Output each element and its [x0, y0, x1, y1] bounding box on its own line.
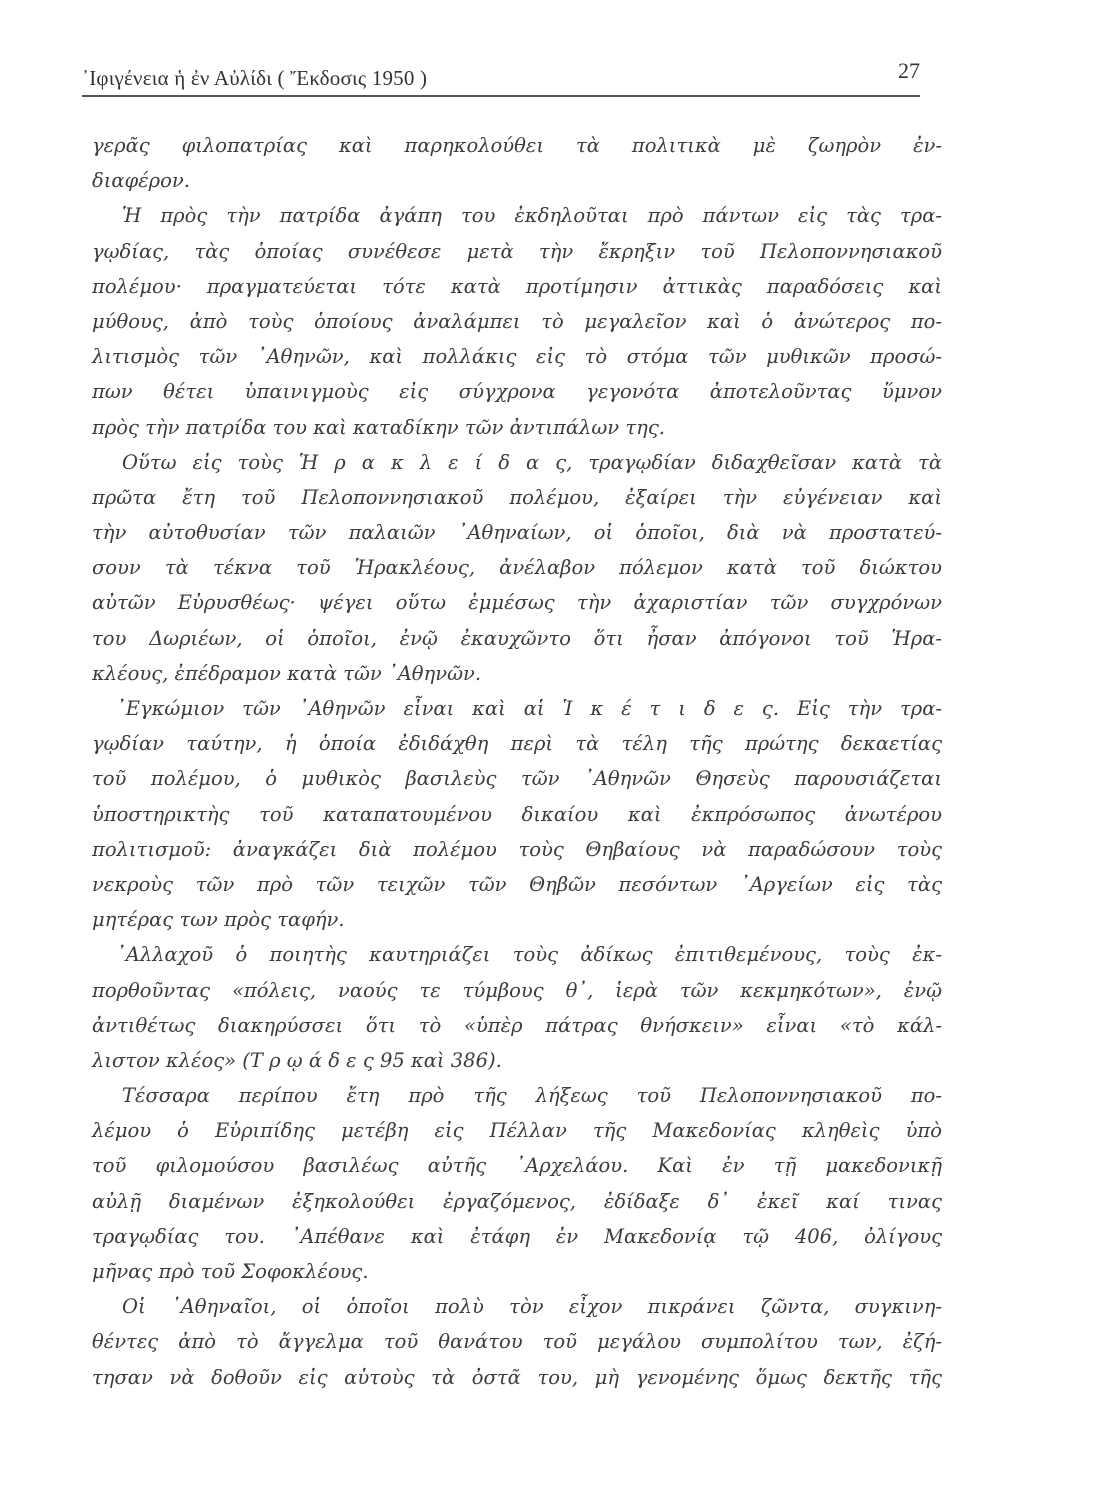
text-line: διαφέρον. [92, 169, 190, 193]
text-line: ᾿Αλλαχοῦ ὁ ποιητὴς καυτηριάζει τοὺς ἀδίκως ἐπιτιθεμένους, τοὺς ἐκ- [116, 943, 942, 967]
page-header [82, 58, 920, 94]
text-line: πορθοῦντας «πόλεις, ναούς τε τύμβους θ᾿, ἱερὰ τῶν κεκμηκότων», ἐνῷ [92, 978, 942, 1002]
text-line: ᾿Εγκώμιον τῶν ᾿Αθηνῶν εἶναι καὶ αἱ Ἱ κ έ τ ι δ ε ς. Εἰς τὴν τρα- [116, 697, 942, 720]
text-line: σουν τὰ τέκνα τοῦ Ἡρακλέους, ἀνέλαβον πόλεμον κατὰ τοῦ διώκτου [92, 556, 942, 580]
text-line: ἀντιθέτως διακηρύσσει ὅτι τὸ «ὑπὲρ πάτρας θνήσκειν» εἶναι «τὸ κάλ- [92, 1013, 942, 1037]
text-line: αὐλῇ διαμένων ἐξηκολούθει ἐργαζόμενος, ἐδίδαξε δ᾿ ἐκεῖ καί τινας [92, 1189, 942, 1213]
text-line: θέντες ἀπὸ τὸ ἄγγελμα τοῦ θανάτου τοῦ μεγάλου συμπολίτου των, ἐζή- [92, 1330, 942, 1354]
text-line: τὴν αὐτοθυσίαν τῶν παλαιῶν ᾿Αθηναίων, οἱ ὁποῖοι, διὰ νὰ προστατεύ- [92, 521, 942, 545]
text-line: πολέμου· πραγματεύεται τότε κατὰ προτίμησιν ἀττικὰς παραδόσεις καὶ [92, 274, 942, 298]
body-text [92, 128, 942, 1395]
text-line: νεκροὺς τῶν πρὸ τῶν τειχῶν τῶν Θηβῶν πεσόντων ᾿Αργείων εἰς τὰς [92, 872, 942, 896]
text-line: του Δωριέων, οἱ ὁποῖοι, ἐνῷ ἐκαυχῶντο ὅτι ἦσαν ἀπόγονοι τοῦ Ἡρα- [92, 626, 942, 650]
text-line: Ἡ πρὸς τὴν πατρίδα ἀγάπη του ἐκδηλοῦται πρὸ πάντων εἰς τὰς τρα- [122, 204, 942, 228]
text-line: πρῶτα ἔτη τοῦ Πελοποννησιακοῦ πολέμου, ἐξαίρει τὴν εὐγένειαν καὶ [92, 485, 942, 509]
text-line: τοῦ πολέμου, ὁ μυθικὸς βασιλεὺς τῶν ᾿Αθηνῶν Θησεὺς παρουσιάζεται [92, 767, 942, 791]
text-line: λέμου ὁ Εὐριπίδης μετέβη εἰς Πέλλαν τῆς Μακεδονίας κληθεὶς ὑπὸ [92, 1119, 942, 1143]
text-line: Οὕτω εἰς τοὺς Ἡ ρ α κ λ ε ί δ α ς, τραγῳδίαν διδαχθεῖσαν κατὰ τὰ [122, 450, 942, 474]
running-head: ᾿Ιφιγένεια ἡ ἐν Αὐλίδι ( Ἔκδοσις 1950 ) [82, 66, 428, 90]
text-line: πολιτισμοῦ: ἀναγκάζει διὰ πολέμου τοὺς Θηβαίους νὰ παραδώσουν τοὺς [92, 837, 942, 861]
text-line: πων θέτει ὑπαινιγμοὺς εἰς σύγχρονα γεγονότα ἀποτελοῦντας ὕμνον [92, 380, 942, 404]
text-line: Οἱ ᾿Αθηναῖοι, οἱ ὁποῖοι πολὺ τὸν εἶχον πικράνει ζῶντα, συγκινη- [122, 1295, 942, 1319]
page-number: 27 [898, 58, 920, 83]
text-line: Τέσσαρα περίπου ἔτη πρὸ τῆς λήξεως τοῦ Πελοποννησιακοῦ πο- [122, 1084, 942, 1108]
text-line: ὑποστηρικτὴς τοῦ καταπατουμένου δικαίου καὶ ἐκπρόσωπος ἀνωτέρου [92, 802, 942, 826]
text-line: μῆνας πρὸ τοῦ Σοφοκλέους. [92, 1260, 369, 1283]
text-line: μητέρας των πρὸς ταφήν. [92, 908, 345, 932]
text-line: τοῦ φιλομούσου βασιλέως αὐτῆς ᾿Αρχελάου. Καὶ ἐν τῇ μακεδονικῇ [92, 1154, 942, 1178]
text-line: πρὸς τὴν πατρίδα του καὶ καταδίκην τῶν ἀντιπάλων της. [92, 415, 665, 439]
text-line: γερᾶς φιλοπατρίας καὶ παρηκολούθει τὰ πολιτικὰ μὲ ζωηρὸν ἐν- [92, 134, 942, 157]
text-line: λιτισμὸς τῶν ᾿Αθηνῶν, καὶ πολλάκις εἰς τὸ στόμα τῶν μυθικῶν προσώ- [92, 345, 942, 369]
text-line: γῳδίαν ταύτην, ἡ ὁποία ἐδιδάχθη περὶ τὰ τέλη τῆς πρώτης δεκαετίας [92, 732, 942, 756]
text-line: αὐτῶν Εὐρυσθέως· ψέγει οὕτω ἐμμέσως τὴν ἀχαριστίαν τῶν συγχρόνων [92, 591, 942, 615]
text-line: κλέους, ἐπέδραμον κατὰ τῶν ᾿Αθηνῶν. [92, 661, 482, 685]
text-line: τησαν νὰ δοθοῦν εἰς αὐτοὺς τὰ ὀστᾶ του, μὴ γενομένης ὅμως δεκτῆς τῆς [92, 1365, 942, 1389]
text-line: τραγῳδίας του. ᾿Απέθανε καὶ ἐτάφη ἐν Μακεδονίᾳ τῷ 406, ὀλίγους [92, 1224, 942, 1248]
text-line: μύθους, ἀπὸ τοὺς ὁποίους ἀναλάμπει τὸ μεγαλεῖον καὶ ὁ ἀνώτερος πο- [92, 309, 942, 333]
text-line: γῳδίας, τὰς ὁποίας συνέθεσε μετὰ τὴν ἔκρηξιν τοῦ Πελοποννησιακοῦ [92, 239, 942, 263]
text-line: λιστον κλέος» (Τ ρ ῳ ά δ ε ς 95 καὶ 386). [92, 1048, 502, 1072]
header-rule [82, 95, 920, 97]
